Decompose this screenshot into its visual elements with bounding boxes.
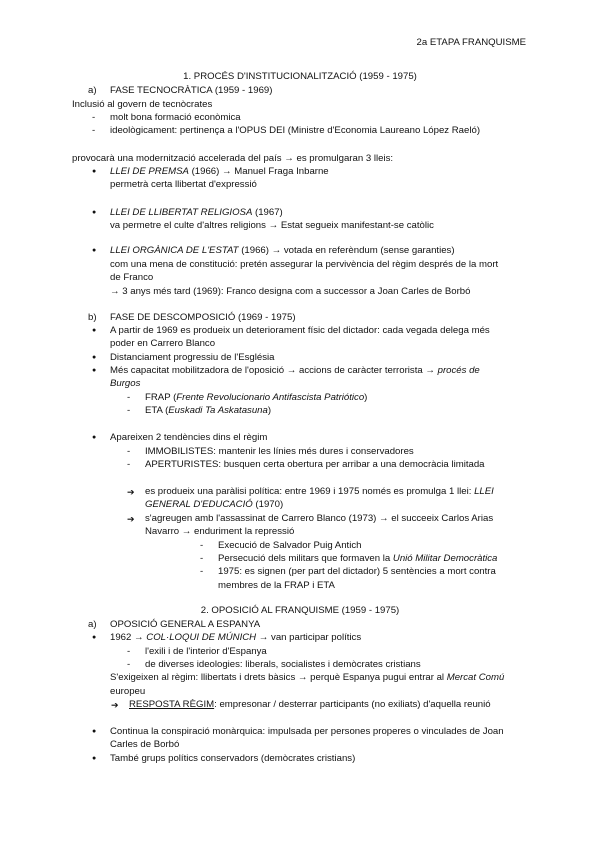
munich-line — [110, 632, 361, 644]
section-1-title: 1. PROCÉS D'INSTITUCIONALITZACIÓ (1959 - 1975) — [183, 71, 417, 82]
persecucio-militars — [218, 553, 497, 565]
llei-organica-name: LLEI ORGÀNICA DE L'ESTAT — [110, 245, 239, 256]
burgos: Burgos — [110, 378, 141, 389]
conspiracio-line2: Carles de Borbó — [110, 739, 180, 750]
llei-general-part2: GENERAL D'EDUCACIÓ — [145, 499, 253, 510]
subsection-b-label: b) — [88, 312, 97, 323]
llei-general-part1: LLEI — [474, 486, 494, 497]
subsection-b-title: FASE DE DESCOMPOSICIÓ (1969 - 1975) — [110, 312, 296, 323]
grups-conservadors: ● També grups polítics conservadors (demòcrates cristians) — [110, 753, 355, 765]
paralisi-line1 — [145, 486, 494, 498]
paralisi-line2 — [145, 499, 283, 511]
munich-year: 1962 → — [110, 632, 147, 643]
inclusio-text: Inclusió al govern de tecnòcrates — [72, 99, 213, 110]
llei-religiosa-line2: va permetre el culte d'altres religions → Estat segueix manifestant-se catòlic — [110, 220, 434, 231]
exigeixen-line1 — [110, 672, 504, 684]
paralisi-text: es produeix una paràlisi política: entre 1969 i 1975 només es promulga 1 llei: — [145, 486, 475, 497]
oposicio-a-title: OPOSICIÓ GENERAL A ESPANYA — [110, 619, 261, 630]
inclusio-item-1: - molt bona formació econòmica — [110, 112, 241, 124]
distanciament-esglesia: ● Distanciament progressiu de l'Església — [110, 352, 274, 364]
llei-religiosa-name: LLEI DE LLIBERTAT RELIGIOSA — [110, 207, 253, 218]
resposta-label: RESPOSTA RÈGIM — [129, 699, 215, 710]
mobilitzadora-text: Més capacitat mobilitzadora de l'oposició → accions de caràcter terrorista → — [110, 365, 438, 376]
eta-name: Euskadi Ta Askatasuna — [168, 405, 268, 416]
resposta-text: : empresonar / desterrar participants (no exiliats) d'aquella reunió — [214, 699, 491, 710]
llei-general-year: (1970) — [252, 499, 284, 510]
llei-organica-rest: (1966) → votada en referèndum (sense garanties) — [238, 245, 455, 256]
subsection-a-title: FASE TECNOCRÀTICA (1959 - 1969) — [110, 85, 273, 96]
exigeixen-text: S'exigeixen al règim: llibertats i drets bàsics → perquè Espanya pugui entrar al — [110, 672, 447, 683]
persecucio-text: Persecució dels militars que formaven la — [218, 553, 393, 564]
agreugen-line1: ➔ s'agreugen amb l'assassinat de Carrero Blanco (1973) → el succeeix Carlos Arias — [145, 513, 493, 525]
munich-name: COL·LOQUI DE MÚNICH — [146, 632, 257, 643]
llei-premsa-rest: (1966) → Manuel Fraga Inbarne — [188, 166, 329, 177]
eta-suffix: ) — [267, 405, 272, 416]
frap-prefix: FRAP ( — [145, 392, 177, 403]
section-2-title: 2. OPOSICIÓ AL FRANQUISME (1959 - 1975) — [200, 605, 400, 616]
deteriorament-line2: poder en Carrero Blanco — [110, 338, 216, 349]
frap-name: Frente Revolucionario Antifascista Patriótico — [176, 392, 365, 403]
llei-organica — [110, 245, 455, 257]
execucio-puig-antich: - Execució de Salvador Puig Antich — [218, 540, 361, 552]
conspiracio-line1: ● Continua la conspiració monàrquica: impulsada per persones properes o vinculades de Joan — [110, 726, 504, 738]
proces-burgos: procés de — [437, 365, 480, 376]
llei-premsa — [110, 166, 329, 178]
mobilitzadora-line2 — [110, 378, 140, 390]
llei-religiosa-rest: (1967) — [252, 207, 283, 218]
llei-organica-line3: de Franco — [110, 272, 154, 283]
munich-item-2: - de diverses ideologies: liberals, socialistes i demòcrates cristians — [145, 659, 421, 671]
frap-item — [145, 392, 367, 404]
munich-rest: → van participar polítics — [256, 632, 362, 643]
eta-item — [145, 405, 271, 417]
llei-organica-line4: → 3 anys més tard (1969): Franco designa com a successor a Joan Carles de Borbó — [110, 286, 471, 297]
frap-suffix: ) — [364, 392, 368, 403]
llei-religiosa — [110, 207, 283, 219]
mobilitzadora-line1 — [110, 365, 480, 377]
sentencies-line2: membres de la FRAP i ETA — [218, 580, 335, 591]
exigeixen-line2: europeu — [110, 686, 146, 697]
mercat-comu: Mercat Comú — [446, 672, 505, 683]
eta-prefix: ETA ( — [145, 405, 169, 416]
resposta-regim — [129, 699, 491, 711]
aperturistes: - APERTURISTES: busquen certa obertura per arribar a una democràcia limitada — [145, 459, 485, 471]
provocara-text: provocarà una modernització accelerada del país → es promulgaran 3 lleis: — [72, 153, 394, 164]
umd-name: Unió Militar Democràtica — [392, 553, 498, 564]
oposicio-a-label: a) — [88, 619, 97, 630]
munich-item-1: - l'exili i de l'interior d'Espanya — [145, 646, 267, 658]
tendencies: ● Apareixen 2 tendències dins el règim — [110, 432, 267, 444]
page-header: 2a ETAPA FRANQUISME — [416, 37, 526, 48]
inclusio-item-2: - ideològicament: pertinença a l'OPUS DEI (Ministre d'Economia Laureano López Raeló) — [110, 125, 480, 137]
subsection-a-label: a) — [88, 85, 97, 96]
llei-premsa-line2: permetrà certa llibertat d'expressió — [110, 179, 257, 190]
sentencies-line1: - 1975: es signen (per part del dictador) 5 sentències a mort contra — [218, 566, 496, 578]
immobilistes: - IMMOBILISTES: mantenir les línies més dures i conservadores — [145, 446, 414, 458]
llei-premsa-name: LLEI DE PREMSA — [110, 166, 189, 177]
llei-organica-line2: com una mena de constitució: pretén assegurar la pervivència del règim després de la mort — [110, 259, 499, 270]
agreugen-line2: Navarro → enduriment la repressió — [145, 526, 295, 537]
deteriorament-line1: ● A partir de 1969 es produeix un deteriorament físic del dictador: cada vegada delega més — [110, 325, 490, 337]
